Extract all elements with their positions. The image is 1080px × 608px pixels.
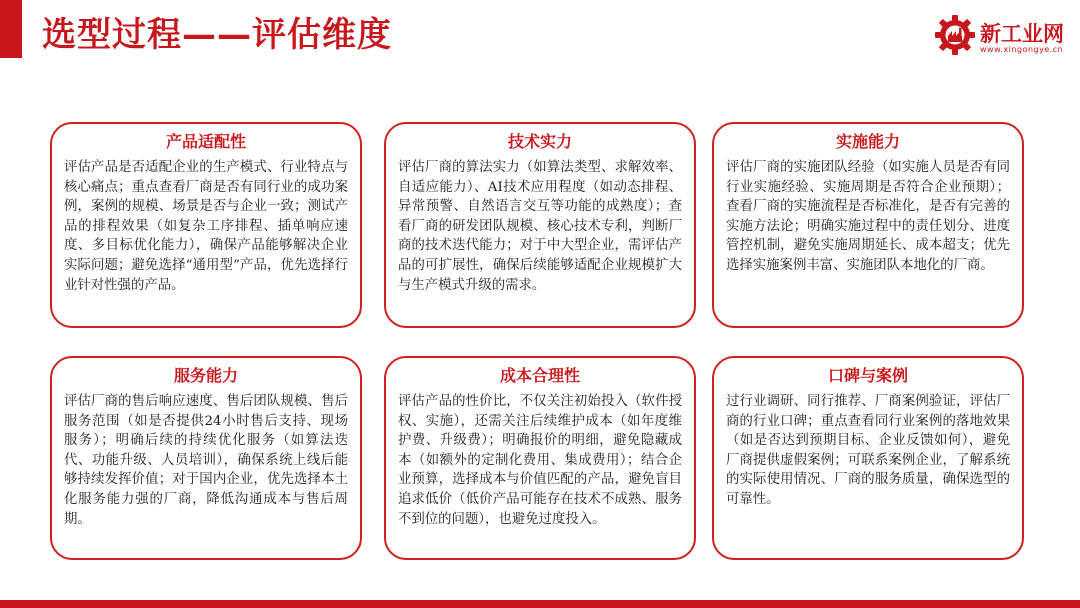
card-implementation xyxy=(712,122,1024,328)
card-title: 成本合理性 xyxy=(499,366,580,385)
card-cost xyxy=(384,356,696,560)
logo-url: www.xingongye.cn xyxy=(980,45,1064,54)
card-product-fit xyxy=(50,122,362,328)
card-body: 评估厂商的售后响应速度、售后团队规模、售后服务范围（如是否提供24小时售后支持、现场服务）；明确后续的持续优化服务（如算法迭代、功能升级、人员培训），确保系统上线后能够持续发挥价值；对于国内企业，优先选择本土化服务能力强的厂商，降低沟通成本与售后周期。 xyxy=(64,394,348,527)
logo-name: 新工业网 xyxy=(980,22,1064,46)
card-service xyxy=(50,356,362,560)
logo xyxy=(934,14,1074,62)
card-title: 产品适配性 xyxy=(165,132,246,151)
card-title: 实施能力 xyxy=(835,132,900,151)
card-title: 技术实力 xyxy=(507,132,572,151)
card-body: 过行业调研、同行推荐、厂商案例验证，评估厂商的行业口碑；重点查看同行业案例的落地效果（如是否达到预期目标、企业反馈如何），避免厂商提供虚假案例；可联系案例企业，了解系统的实际使用情况、厂商的服务质量，确保选型的可靠性。 xyxy=(726,394,1010,507)
title-accent-bar xyxy=(0,0,22,58)
card-body: 评估产品的性价比，不仅关注初始投入（软件授权、实施），还需关注后续维护成本（如年度维护费、升级费）；明确报价的明细，避免隐藏成本（如额外的定制化费用、集成费用）；结合企业预算，选择成本与价值匹配的产品，避免盲目追求低价（低价产品可能存在技术不成熟、服务不到位的问题），也避免过度投入。 xyxy=(398,394,682,527)
footer-bar xyxy=(0,600,1080,608)
card-title: 口碑与案例 xyxy=(827,366,908,385)
gear-factory-icon xyxy=(934,14,976,56)
card-body: 评估厂商的实施团队经验（如实施人员是否有同行业实施经验、实施周期是否符合企业预期）；查看厂商的实施流程是否标准化，是否有完善的实施方法论；明确实施过程中的责任划分、进度管控机制，避免实施周期延长、成本超支；优先选择实施案例丰富、实施团队本地化的厂商。 xyxy=(726,160,1010,273)
page-title: 选型过程——评估维度 xyxy=(42,15,392,55)
card-tech-strength xyxy=(384,122,696,328)
card-body: 评估厂商的算法实力（如算法类型、求解效率、自适应能力）、AI技术应用程度（如动态排程、异常预警、自然语言交互等功能的成熟度）；查看厂商的研发团队规模、核心技术专利，判断厂商的技术迭代能力；对于中大型企业，需评估产品的可扩展性，确保后续能够适配企业规模扩大与生产模式升级的需求。 xyxy=(398,160,682,293)
card-body: 评估产品是否适配企业的生产模式、行业特点与核心痛点；重点查看厂商是否有同行业的成功案例，案例的规模、场景是否与企业一致；测试产品的排程效果（如复杂工序排程、插单响应速度、多目标优化能力），确保产品能够解决企业实际问题；避免选择“通用型”产品，优先选择行业针对性强的产品。 xyxy=(64,160,348,293)
card-title: 服务能力 xyxy=(173,366,238,385)
card-reputation xyxy=(712,356,1024,560)
